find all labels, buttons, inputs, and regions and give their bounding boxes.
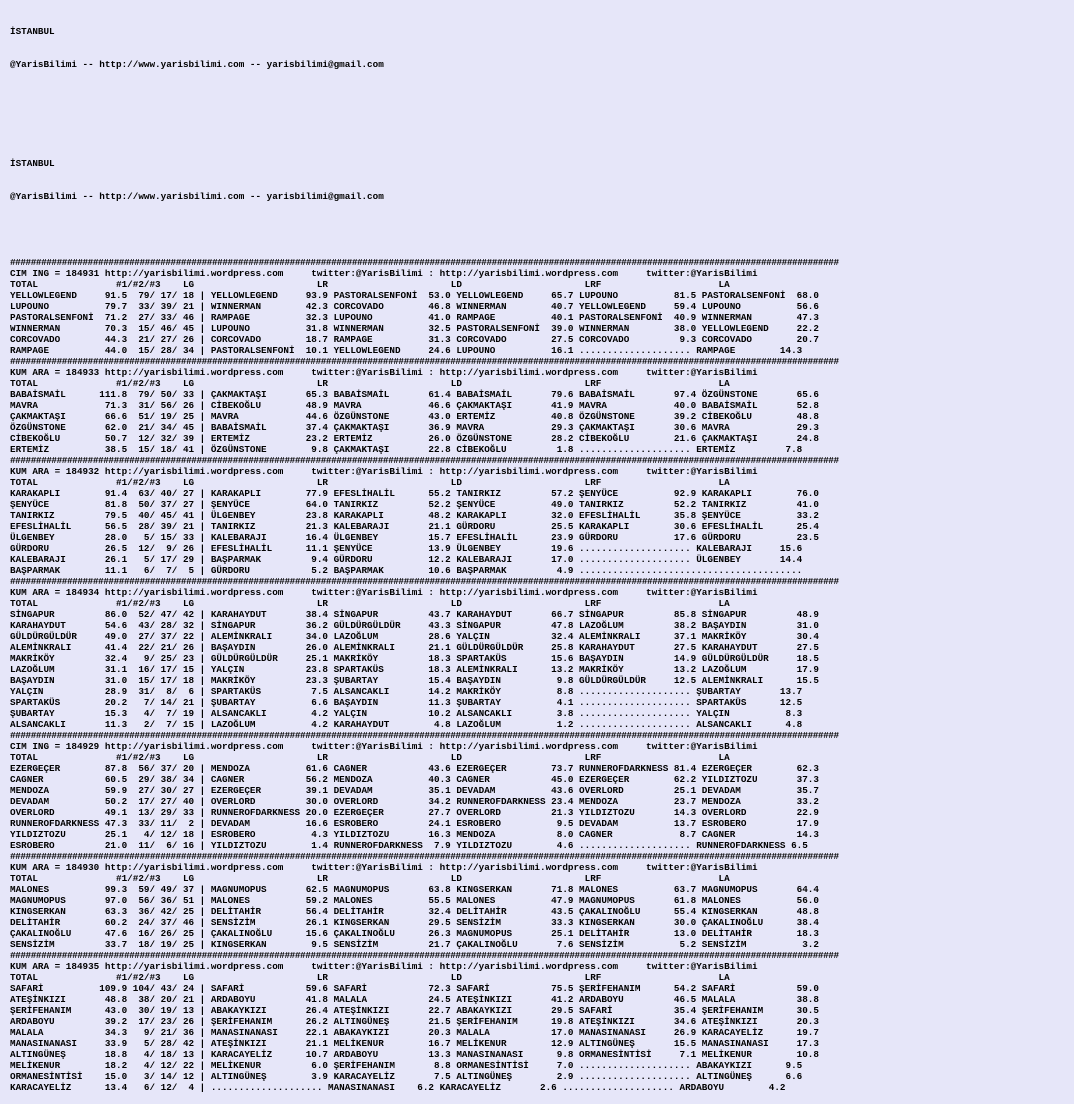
table-row: CİBEKOĞLU 50.7 12/ 32/ 39 | ERTEMİZ 23.2 ERTEMİZ 26.0 ÖZGÜNSTONE 28.2 CİBEKOĞLU 21.6 ÇAKMAKTAŞI 24.8 bbox=[10, 433, 819, 444]
table-row: DELİTAHİR 60.2 24/ 37/ 46 | SENSİZİM 26.1 KINGSERKAN 29.5 SENSİZİM 33.3 KINGSERKAN 30.0 ÇAKALINOĞLU 38.4 bbox=[10, 917, 819, 928]
table-row: YELLOWLEGEND 91.5 79/ 17/ 18 | YELLOWLEGEND 93.9 PASTORALSENFONİ 53.0 YELLOWLEGEND 65.7 LUPOUNO 81.5 PASTORALSENFONİ 68.0 bbox=[10, 290, 819, 301]
header-contact: @YarisBilimi -- http://www.yarisbilimi.com -- yarisbilimi@gmail.com bbox=[10, 191, 384, 202]
spacer bbox=[10, 125, 1074, 136]
table-row: ORMANESİNTİSİ 15.0 3/ 14/ 12 | ALTINGÜNEŞ 3.9 KARACAYELİZ 7.5 ALTINGÜNEŞ 2.9 .................... ALTINGÜNEŞ 6.6 bbox=[10, 1071, 803, 1082]
table-row: KINGSERKAN 63.3 36/ 42/ 25 | DELİTAHİR 56.4 DELİTAHİR 32.4 DELİTAHİR 43.5 ÇAKALINOĞLU 55.4 KINGSERKAN 48.8 bbox=[10, 906, 819, 917]
table-row: MALONES 99.3 59/ 49/ 37 | MAGNUMOPUS 62.5 MAGNUMOPUS 63.8 KINGSERKAN 71.8 MALONES 63.7 MAGNUMOPUS 64.4 bbox=[10, 884, 819, 895]
header-contact: @YarisBilimi -- http://www.yarisbilimi.com -- yarisbilimi@gmail.com bbox=[10, 59, 384, 70]
table-row: KARAKAPLI 91.4 63/ 40/ 27 | KARAKAPLI 77.9 EFESLİHALİL 55.2 TANIRKIZ 57.2 ŞENYÜCE 92.9 KARAKAPLI 76.0 bbox=[10, 488, 819, 499]
table-row: ÇAKMAKTAŞI 66.6 51/ 19/ 25 | MAVRA 44.6 ÖZGÜNSTONE 43.0 ERTEMİZ 40.8 ÖZGÜNSTONE 39.2 CİBEKOĞLU 48.8 bbox=[10, 411, 819, 422]
table-row: RAMPAGE 44.0 15/ 28/ 34 | PASTORALSENFONİ 10.1 YELLOWLEGEND 24.6 LUPOUNO 16.1 .................... RAMPAGE 14.3 bbox=[10, 345, 803, 356]
table-row: GÜRDORU 26.5 12/ 9/ 26 | EFESLİHALİL 11.1 ŞENYÜCE 13.9 ÜLGENBEY 19.6 .................... KALEBARAJI 15.6 bbox=[10, 543, 803, 554]
table-row: GÜLDÜRGÜLDÜR 49.0 27/ 37/ 22 | ALEMİNKRALI 34.0 LAZOĞLUM 28.6 YALÇIN 32.4 ALEMİNKRALI 37.1 MAKRİKÖY 30.4 bbox=[10, 631, 819, 642]
column-header: TOTAL #1/#2/#3 LG LR LD LRF LA bbox=[10, 279, 730, 290]
race-section bbox=[10, 257, 1074, 356]
table-row: ATEŞİNKIZI 48.8 38/ 20/ 21 | ARDABOYU 41.8 MALALA 24.5 ATEŞİNKIZI 41.2 ARDABOYU 46.5 MALALA 38.8 bbox=[10, 994, 819, 1005]
table-row: ALTINGÜNEŞ 18.8 4/ 18/ 13 | KARACAYELİZ 10.7 ARDABOYU 13.3 MANASINANASI 9.8 ORMANESİNTİSİ 7.1 MELİKENUR 10.8 bbox=[10, 1049, 819, 1060]
table-row: MALALA 34.3 9/ 21/ 36 | MANASINANASI 22.1 ABAKAYKIZI 20.3 MALALA 17.0 MANASINANASI 26.9 KARACAYELİZ 19.7 bbox=[10, 1027, 819, 1038]
race-sections bbox=[10, 257, 1074, 1093]
header-city: İSTANBUL bbox=[10, 158, 55, 169]
table-row: PASTORALSENFONİ 71.2 27/ 33/ 46 | RAMPAGE 32.3 LUPOUNO 41.0 RAMPAGE 40.1 PASTORALSENFONİ 40.9 WINNERMAN 47.3 bbox=[10, 312, 819, 323]
separator-line: ################################################################################################################################################################ bbox=[10, 455, 839, 466]
table-row: BAŞAYDIN 31.0 15/ 17/ 18 | MAKRİKÖY 23.3 ŞUBARTAY 15.4 BAŞAYDIN 9.8 GÜLDÜRGÜLDÜR 12.5 ALEMİNKRALI 15.5 bbox=[10, 675, 819, 686]
table-row: KARAHAYDUT 54.6 43/ 28/ 32 | SİNGAPUR 36.2 GÜLDÜRGÜLDÜR 43.3 SİNGAPUR 47.8 LAZOĞLUM 38.2 BAŞAYDIN 31.0 bbox=[10, 620, 819, 631]
table-row: CORCOVADO 44.3 21/ 27/ 26 | CORCOVADO 18.7 RAMPAGE 31.3 CORCOVADO 27.5 CORCOVADO 9.3 CORCOVADO 20.7 bbox=[10, 334, 819, 345]
column-header: TOTAL #1/#2/#3 LG LR LD LRF LA bbox=[10, 752, 730, 763]
race-title: KUM ARA = 184934 http://yarisbilimi.wordpress.com twitter:@YarisBilimi : http://yarisbilimi.wordpress.com twitter:@YarisBilimi bbox=[10, 587, 758, 598]
table-row: ÖZGÜNSTONE 62.0 21/ 34/ 45 | BABAİSMAİL 37.4 ÇAKMAKTAŞI 36.9 MAVRA 29.3 ÇAKMAKTAŞI 30.6 MAVRA 29.3 bbox=[10, 422, 819, 433]
header-city: İSTANBUL bbox=[10, 26, 55, 37]
table-row: CAGNER 60.5 29/ 38/ 34 | CAGNER 56.2 MENDOZA 40.3 CAGNER 45.0 EZERGEÇER 62.2 YILDIZTOZU 37.3 bbox=[10, 774, 819, 785]
column-header: TOTAL #1/#2/#3 LG LR LD LRF LA bbox=[10, 598, 730, 609]
table-row: KARACAYELİZ 13.4 6/ 12/ 4 | .................... MANASINANASI 6.2 KARACAYELİZ 2.6 .................... ARDABOYU 4.2 bbox=[10, 1082, 786, 1093]
table-row: MAVRA 71.3 31/ 56/ 26 | CİBEKOĞLU 48.9 MAVRA 46.6 ÇAKMAKTAŞI 41.9 MAVRA 40.0 BABAİSMAİL 52.8 bbox=[10, 400, 819, 411]
race-section bbox=[10, 455, 1074, 576]
table-row: TANIRKIZ 79.5 40/ 45/ 41 | ÜLGENBEY 23.8 KARAKAPLI 48.2 KARAKAPLI 32.0 EFESLİHALİL 35.8 ŞENYÜCE 33.2 bbox=[10, 510, 819, 521]
table-row: MENDOZA 59.9 27/ 30/ 27 | EZERGEÇER 39.1 DEVADAM 35.1 DEVADAM 43.6 OVERLORD 25.1 DEVADAM 35.7 bbox=[10, 785, 819, 796]
race-section bbox=[10, 950, 1074, 1093]
race-title: KUM ARA = 184932 http://yarisbilimi.wordpress.com twitter:@YarisBilimi : http://yarisbilimi.wordpress.com twitter:@YarisBilimi bbox=[10, 466, 758, 477]
table-row: SİNGAPUR 86.0 52/ 47/ 42 | KARAHAYDUT 38.4 SİNGAPUR 43.7 KARAHAYDUT 66.7 SİNGAPUR 85.8 SİNGAPUR 48.9 bbox=[10, 609, 819, 620]
table-row: ERTEMİZ 38.5 15/ 18/ 41 | ÖZGÜNSTONE 9.8 ÇAKMAKTAŞI 22.8 CİBEKOĞLU 1.8 .................... ERTEMİZ 7.8 bbox=[10, 444, 803, 455]
spacer bbox=[10, 92, 1074, 103]
column-header: TOTAL #1/#2/#3 LG LR LD LRF LA bbox=[10, 477, 730, 488]
table-row: MELİKENUR 18.2 4/ 12/ 22 | MELİKENUR 6.0 ŞERİFEHANIM 8.8 ORMANESİNTİSİ 7.0 .................... ABAKAYKIZI 9.5 bbox=[10, 1060, 803, 1071]
race-section bbox=[10, 356, 1074, 455]
table-row: ARDABOYU 39.2 17/ 23/ 26 | ŞERİFEHANIM 26.2 ALTINGÜNEŞ 21.5 ŞERİFEHANIM 19.8 ATEŞİNKIZI 34.6 ATEŞİNKIZI 20.3 bbox=[10, 1016, 819, 1027]
table-row: ŞENYÜCE 81.8 50/ 37/ 27 | ŞENYÜCE 64.0 TANIRKIZ 52.2 ŞENYÜCE 49.0 TANIRKIZ 52.2 TANIRKIZ 41.0 bbox=[10, 499, 819, 510]
race-title: CIM ING = 184931 http://yarisbilimi.wordpress.com twitter:@YarisBilimi : http://yarisbilimi.wordpress.com twitter:@YarisBilimi bbox=[10, 268, 758, 279]
table-row: LUPOUNO 79.7 33/ 39/ 21 | WINNERMAN 42.3 CORCOVADO 46.8 WINNERMAN 40.7 YELLOWLEGEND 59.4 LUPOUNO 56.6 bbox=[10, 301, 819, 312]
table-row: BABAİSMAİL 111.8 79/ 50/ 33 | ÇAKMAKTAŞI 65.3 BABAİSMAİL 61.4 BABAİSMAİL 79.6 BABAİSMAİL 97.4 ÖZGÜNSTONE 65.6 bbox=[10, 389, 819, 400]
separator-line: ################################################################################################################################################################ bbox=[10, 851, 839, 862]
separator-line: ################################################################################################################################################################ bbox=[10, 257, 839, 268]
table-row: ÜLGENBEY 28.0 5/ 15/ 33 | KALEBARAJI 16.4 ÜLGENBEY 15.7 EFESLİHALİL 23.9 GÜRDORU 17.6 GÜRDORU 23.5 bbox=[10, 532, 819, 543]
race-section bbox=[10, 851, 1074, 950]
table-row: YALÇIN 28.9 31/ 8/ 6 | SPARTAKÜS 7.5 ALSANCAKLI 14.2 MAKRİKÖY 8.8 .................... ŞUBARTAY 13.7 bbox=[10, 686, 803, 697]
separator-line: ################################################################################################################################################################ bbox=[10, 576, 839, 587]
table-row: ALSANCAKLI 11.3 2/ 7/ 15 | LAZOĞLUM 4.2 KARAHAYDUT 4.8 LAZOĞLUM 1.2 .................... ALSANCAKLI 4.8 bbox=[10, 719, 803, 730]
table-row: MANASINANASI 33.9 5/ 28/ 42 | ATEŞİNKIZI 21.1 MELİKENUR 16.7 MELİKENUR 12.9 ALTINGÜNEŞ 15.5 MANASINANASI 17.3 bbox=[10, 1038, 819, 1049]
table-row: ŞERİFEHANIM 43.0 30/ 19/ 13 | ABAKAYKIZI 26.4 ATEŞİNKIZI 22.7 ABAKAYKIZI 29.5 SAFARİ 35.4 ŞERİFEHANIM 30.5 bbox=[10, 1005, 819, 1016]
table-row: WINNERMAN 70.3 15/ 46/ 45 | LUPOUNO 31.8 WINNERMAN 32.5 PASTORALSENFONİ 39.0 WINNERMAN 38.0 YELLOWLEGEND 22.2 bbox=[10, 323, 819, 334]
table-row: SAFARİ 109.9 104/ 43/ 24 | SAFARİ 59.6 SAFARİ 72.3 SAFARİ 75.5 ŞERİFEHANIM 54.2 SAFARİ 59.0 bbox=[10, 983, 819, 994]
race-section bbox=[10, 576, 1074, 730]
column-header: TOTAL #1/#2/#3 LG LR LD LRF LA bbox=[10, 378, 730, 389]
table-row: LAZOĞLUM 31.1 16/ 17/ 15 | YALÇIN 23.8 SPARTAKÜS 18.3 ALEMİNKRALI 13.2 MAKRİKÖY 13.2 LAZOĞLUM 17.9 bbox=[10, 664, 819, 675]
table-row: EFESLİHALİL 56.5 28/ 39/ 21 | TANIRKIZ 21.3 KALEBARAJI 21.1 GÜRDORU 25.5 KARAKAPLI 30.6 EFESLİHALİL 25.4 bbox=[10, 521, 819, 532]
table-row: SENSİZİM 33.7 18/ 19/ 25 | KINGSERKAN 9.5 SENSİZİM 21.7 ÇAKALINOĞLU 7.6 SENSİZİM 5.2 SENSİZİM 3.2 bbox=[10, 939, 819, 950]
table-row: RUNNEROFDARKNESS 47.3 33/ 11/ 2 | DEVADAM 16.6 ESROBERO 24.1 ESROBERO 9.5 DEVADAM 13.7 ESROBERO 17.9 bbox=[10, 818, 819, 829]
column-header: TOTAL #1/#2/#3 LG LR LD LRF LA bbox=[10, 972, 730, 983]
table-row: YILDIZTOZU 25.1 4/ 12/ 18 | ESROBERO 4.3 YILDIZTOZU 16.3 MENDOZA 8.0 CAGNER 8.7 CAGNER 14.3 bbox=[10, 829, 819, 840]
table-row: KALEBARAJI 26.1 5/ 17/ 29 | BAŞPARMAK 9.4 GÜRDORU 12.2 KALEBARAJI 17.0 .................... ÜLGENBEY 14.4 bbox=[10, 554, 803, 565]
table-row: ESROBERO 21.0 11/ 6/ 16 | YILDIZTOZU 1.4 RUNNEROFDARKNESS 7.9 YILDIZTOZU 4.6 .................... RUNNEROFDARKNESS 6.5 bbox=[10, 840, 808, 851]
race-title: CIM ING = 184929 http://yarisbilimi.wordpress.com twitter:@YarisBilimi : http://yarisbilimi.wordpress.com twitter:@YarisBilimi bbox=[10, 741, 758, 752]
separator-line: ################################################################################################################################################################ bbox=[10, 356, 839, 367]
race-title: KUM ARA = 184933 http://yarisbilimi.wordpress.com twitter:@YarisBilimi : http://yarisbilimi.wordpress.com twitter:@YarisBilimi bbox=[10, 367, 758, 378]
race-section bbox=[10, 730, 1074, 851]
table-row: OVERLORD 49.1 13/ 29/ 33 | RUNNEROFDARKNESS 20.0 EZERGEÇER 27.7 OVERLORD 21.3 YILDIZTOZU 14.3 OVERLORD 22.9 bbox=[10, 807, 819, 818]
table-row: SPARTAKÜS 20.2 7/ 14/ 21 | ŞUBARTAY 6.6 BAŞAYDIN 11.3 ŞUBARTAY 4.1 .................... SPARTAKÜS 12.5 bbox=[10, 697, 803, 708]
table-row: EZERGEÇER 87.8 56/ 37/ 20 | MENDOZA 61.6 CAGNER 43.6 EZERGEÇER 73.7 RUNNEROFDARKNESS 81.4 EZERGEÇER 62.3 bbox=[10, 763, 819, 774]
table-row: DEVADAM 50.2 17/ 27/ 40 | OVERLORD 30.0 OVERLORD 34.2 RUNNEROFDARKNESS 23.4 MENDOZA 23.7 MENDOZA 33.2 bbox=[10, 796, 819, 807]
column-header: TOTAL #1/#2/#3 LG LR LD LRF LA bbox=[10, 873, 730, 884]
table-row: ŞUBARTAY 15.3 4/ 7/ 19 | ALSANCAKLI 4.2 YALÇIN 10.2 ALSANCAKLI 3.8 .................... YALÇIN 8.3 bbox=[10, 708, 803, 719]
table-row: MAGNUMOPUS 97.0 56/ 36/ 51 | MALONES 59.2 MALONES 55.5 MALONES 47.9 MAGNUMOPUS 61.8 MALONES 56.0 bbox=[10, 895, 819, 906]
spacer bbox=[10, 224, 1074, 235]
table-row: ALEMİNKRALI 41.4 22/ 21/ 26 | BAŞAYDIN 26.0 ALEMİNKRALI 21.1 GÜLDÜRGÜLDÜR 25.8 KARAHAYDUT 27.5 KARAHAYDUT 27.5 bbox=[10, 642, 819, 653]
separator-line: ################################################################################################################################################################ bbox=[10, 730, 839, 741]
table-row: BAŞPARMAK 11.1 6/ 7/ 5 | GÜRDORU 5.2 BAŞPARMAK 10.6 BAŞPARMAK 4.9 ........................................ bbox=[10, 565, 803, 576]
race-title: KUM ARA = 184935 http://yarisbilimi.wordpress.com twitter:@YarisBilimi : http://yarisbilimi.wordpress.com twitter:@YarisBilimi bbox=[10, 961, 758, 972]
separator-line: ################################################################################################################################################################ bbox=[10, 950, 839, 961]
table-row: MAKRİKÖY 32.4 9/ 25/ 23 | GÜLDÜRGÜLDÜR 25.1 MAKRİKÖY 18.3 SPARTAKÜS 15.6 BAŞAYDIN 14.9 GÜLDÜRGÜLDÜR 18.5 bbox=[10, 653, 819, 664]
race-title: KUM ARA = 184930 http://yarisbilimi.wordpress.com twitter:@YarisBilimi : http://yarisbilimi.wordpress.com twitter:@YarisBilimi bbox=[10, 862, 758, 873]
table-row: ÇAKALINOĞLU 47.6 16/ 26/ 25 | ÇAKALINOĞLU 15.6 ÇAKALINOĞLU 26.3 MAGNUMOPUS 25.1 DELİTAHİR 13.0 DELİTAHİR 18.3 bbox=[10, 928, 819, 939]
